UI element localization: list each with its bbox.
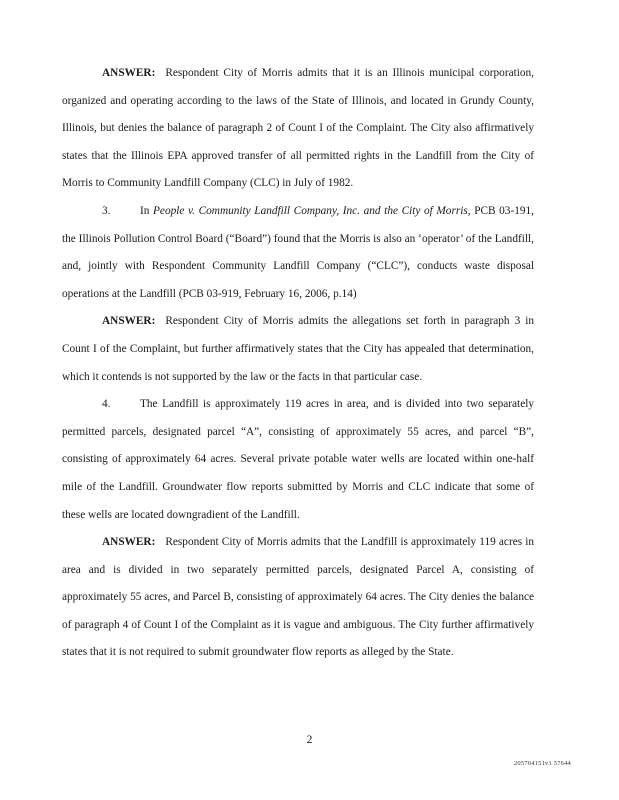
case-name: People v. Community Landfill Company, Inc. and the City of Morris: [153, 204, 468, 217]
answer-label: ANSWER:: [102, 315, 156, 328]
allegation-paragraph-3: [62, 198, 534, 308]
answer-label: ANSWER:: [102, 536, 156, 549]
allegation-intro: In: [140, 204, 150, 217]
answer-paragraph-1: [62, 60, 534, 198]
answer-text: Respondent City of Morris admits that it is an Illinois municipal corporation, organized and operating according to the laws of the State of Illinois, and located in Grundy County, Illinois, but denies the balance of paragraph 2 of Count I of the Complaint. The City also affirmatively states that the Illinois EPA approved transfer of all permitted rights in the Landfill from the City of Morris to Community Landfill Company (CLC) in July of 1982.: [62, 67, 534, 190]
page-number: 2: [306, 734, 313, 746]
allegation-text: The Landfill is approximately 119 acres in area, and is divided into two separately permitted parcels, designated parcel “A”, consisting of approximately 55 acres, and parcel “B”, consisting of approximately 64 acres. Several private potable water wells are located within one-half mile of the Landfill. Groundwater flow reports submitted by Morris and CLC indicate that some of these wells are located downgradient of the Landfill.: [62, 398, 534, 521]
allegation-text: , PCB 03-191, the Illinois Pollution Control Board (“Board”) found that the Morris is also an ‘operator’ of the Landfill, and, jointly with Respondent Community Landfill Company (“CLC”), conducts waste disposal operations at the Landfill (PCB 03-919, February 16, 2006, p.14): [62, 204, 534, 300]
answer-paragraph-4: [62, 529, 534, 667]
paragraph-number: 3.: [102, 204, 111, 217]
document-body: [62, 60, 534, 667]
answer-text: Respondent City of Morris admits that the Landfill is approximately 119 acres in area and is divided in two separately permitted parcels, designated Parcel A, consisting of approximately 55 acres, and Parcel B, consisting of approximately 64 acres. The City denies the balance of paragraph 4 of Count I of the Complaint as it is vague and ambiguous. The City further affirmatively states that it is not required to submit groundwater flow reports as alleged by the State.: [62, 536, 534, 659]
document-id: 205704151v1 57644: [513, 760, 571, 767]
answer-label: ANSWER:: [102, 67, 156, 79]
answer-paragraph-3: [62, 308, 534, 391]
allegation-paragraph-4: [62, 391, 534, 529]
answer-text: Respondent City of Morris admits the allegations set forth in paragraph 3 in Count I of the Complaint, but further affirmatively states that the City has appealed that determination, which it contends is not supported by the law or the facts in that particular case.: [62, 315, 534, 383]
paragraph-number: 4.: [102, 398, 111, 411]
